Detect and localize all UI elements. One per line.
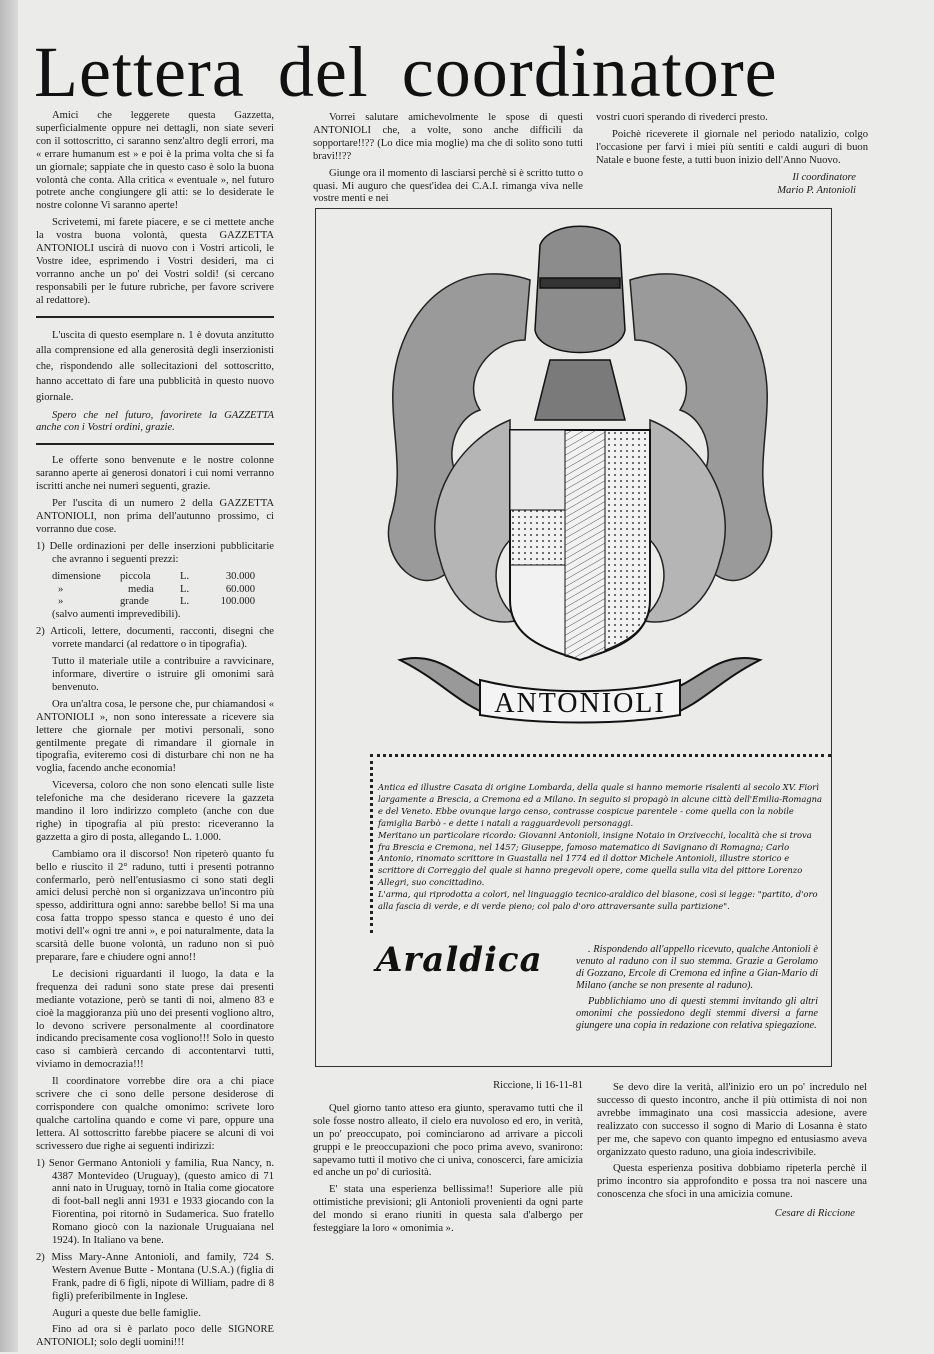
column-3 — [596, 112, 868, 197]
price-size: piccola — [120, 570, 151, 582]
paragraph: Fino ad ora si è parlato poco delle SIGNORE ANTONIOLI; solo degli uomini!!! — [36, 1324, 274, 1349]
paragraph: . Rispondendo all'appello ricevuto, qualche Antonioli è venuto al raduno con il suo stemma. Grazie a Gerolamo di Gozzano, Ercole di Cremona ed infine a Gian-Mario di Milano (anche se non presente al raduno). — [576, 944, 818, 991]
report-column-2 — [597, 1082, 867, 1221]
paragraph: E' stata una esperienza bellissima!! Superiore alle più ottimistiche previsioni; gli Antonioli provenienti da ogni parte del mondo si erano riuniti in questa sala d'albergo per festeggiare la loro « omonimia ». — [313, 1184, 583, 1235]
address-item: 2) Miss Mary-Anne Antonioli, and family, 724 S. Western Avenue Butte - Montana (U.S.A.) (figlia di Frank, padre di 6 figli, nipote di William, padre di 8 figli) preferibilmente in Inglese. — [36, 1251, 274, 1302]
column-2 — [313, 112, 583, 210]
paragraph: Pubblichiamo uno di questi stemmi invitando gli altri omonimi che possiedono degli stemmi diversi a farne giungere una copia in redazione con relativa spiegazione. — [576, 996, 818, 1031]
price-size: grande — [120, 596, 149, 608]
signature-role: Il coordinatore — [792, 171, 856, 183]
price-amount: 60.000 — [225, 583, 255, 595]
paragraph: Spero che nel futuro, favorirete la GAZZETTA anche con i Vostri ordini, grazie. — [36, 409, 274, 434]
paragraph: Meritano un particolare ricordo: Giovanni Antonioli, insigne Notaio in Orzivecchi, località che si trova fra Brescia e Cremona, nel 1457; Giuseppe, famoso matematico di Savignano di Romagna; Carlo Antonio, rinomato scrittore in Guastalla nel 1774 ed il dottor Michele Antonioli, illustre storico e scrittore di Correggio del quale si hanno pregevoli opere, come quella sulla vita del pittore Lorenzo Allegri, suo concittadino. — [378, 829, 812, 888]
paragraph: L'arma, qui riprodotta a colori, nel linguaggio tecnico-araldico del blasone, così si legge: "partito, d'oro alla fascia di verde, e di verde pieno; col palo d'oro attraversante sulla partizione". — [378, 889, 818, 912]
ribbon-text: ANTONIOLI — [494, 688, 666, 719]
column-1 — [36, 110, 274, 1354]
paragraph: Il coordinatore vorrebbe dire ora a chi piace scrivere che ci sono delle persone desiderose di corrispondere con qualche omonimo: scrivete loro qualche cartolina quando e come vi pare, oppure una lettera. Al sottoscritto farebbe piacere se alcuni di voi scrivessero due righe ai seguenti indirizzi: — [36, 1076, 274, 1152]
paragraph: Giunge ora il momento di lasciarsi perchè si è scritto tutto o quasi. Mi auguro che quest'idea dei C.A.I. rimanga viva nelle vostre menti e nei — [313, 167, 583, 205]
page-title: Lettera del coordinatore — [34, 32, 778, 112]
paragraph: Poichè riceverete il giornale nel periodo natalizio, colgo l'occasione per farvi i miei più sentiti e caldi auguri di buon Natale e buone feste, a tutti buon inizio dell'Anno Nuovo. — [596, 128, 868, 166]
price-size: media — [128, 583, 154, 595]
address-item: 1) Senor Germano Antonioli y familia, Rua Nancy, n. 4387 Montevideo (Uruguay), (questo amico di 71 anni nato in Uruguay, tornò in Italia come giocatore di foot-ball negli anni 1931 e 1933 giocando con la Fiorentina, poi ritornò in Sudamerica. Suo fratello Romano giocò con la nazionale Uruguaiana nel 1924). In Italiano va bene. — [36, 1157, 274, 1247]
price-currency: L. — [180, 596, 190, 608]
paragraph: Viceversa, coloro che non sono elencati sulle liste telefoniche ma che desiderano ricevere la gazzeta mandino il loro indirizzo completo (anche con due righe) in tipografia al più presto: riceveranno la gazzetta a giro di posta, allegando L. 1.000. — [36, 780, 274, 843]
price-label: » — [58, 596, 64, 608]
price-amount: 100.000 — [220, 596, 255, 608]
paragraph: Le offerte sono benvenute e le nostre colonne saranno aperte ai generosi donatori i cui nomi verranno iscritti anche nei numeri seguenti, grazie. — [36, 455, 274, 493]
report-column-1 — [313, 1080, 583, 1240]
price-currency: L. — [180, 583, 190, 595]
paragraph: Auguri a queste due belle famiglie. — [52, 1307, 201, 1319]
divider — [36, 443, 274, 445]
paragraph: Tutto il materiale utile a contribuire a ravvicinare, informare, divertire o istruire gli omonimi sarà benvenuto. — [52, 656, 274, 693]
price-label: dimensione — [52, 570, 101, 582]
paragraph: Ora un'altra cosa, le persone che, pur chiamandosi « ANTONIOLI », non sono interessate a ricevere sia lettere che giornale per motivi personali, sono gentilmente pregate di rimandare il giornale in tipografia, eviteremo così di disturbare chi non ne ha voglia, facendo anche economia! — [36, 698, 274, 775]
price-label: » — [58, 583, 64, 595]
paragraph: L'uscita di questo esemplare n. 1 è dovuta anzitutto alla comprensione ed alla generosità degli inserzionisti che, rispondendo alle sollecitazioni del sottoscritto, hanno accettato di fare una pubblicità in questo nuovo giornale. — [36, 329, 274, 403]
helmet-icon — [535, 226, 625, 420]
list-item: 2) Articoli, lettere, documenti, racconti, disegni che vorrete mandarci (al redattore o in tipografia). — [36, 626, 274, 651]
paragraph: Questa esperienza positiva dobbiamo ripeterla perchè il primo incontro sia approfondito e possa tra noi nascere una conoscenza che sfoci in una amicizia comune. — [597, 1163, 867, 1201]
paragraph: Antica ed illustre Casata di origine Lombarda, della quale si hanno memorie risalenti al secolo XV. Fiorì largamente a Brescia, a Cremona ed a Milano. In seguito si propagò in alcune città dell'Emilia-Romagna e del Veneto. Ebbe ovunque largo censo, contrasse cospicue parentele - come quella con la nobile famiglia Barbò - e dette i natali a ragguardevoli personaggi. — [378, 782, 823, 828]
shield — [510, 430, 650, 660]
paragraph: (salvo aumenti imprevedibili). — [52, 609, 181, 621]
page-edge — [0, 0, 18, 1352]
paragraph: Per l'uscita di un numero 2 della GAZZETTA ANTONIOLI, non prima dell'autunno prossimo, ci vorranno due cose. — [36, 498, 274, 535]
heraldic-description — [378, 782, 826, 913]
paragraph: Quel giorno tanto atteso era giunto, speravamo tutti che il sole fosse nostro alleato, il cielo era nuvoloso ed ero, in verità, un po' preoccupato, poi cominciarono ad arrivare a piccoli gruppi e le preoccupazioni che poco prima avevo, svanirono: sapevamo tutti il motivo che ci univa, conoscerci, fare amicizia ed anche un po' di curiosità. — [313, 1102, 583, 1179]
paragraph: vostri cuori sperando di rivederci presto. — [596, 112, 768, 123]
signature: Cesare di Riccione — [774, 1208, 855, 1220]
mantling-left — [388, 274, 530, 622]
section-title: Araldica — [376, 940, 543, 980]
paragraph: Le decisioni riguardanti il luogo, la data e la frequenza dei raduni sono state prese dai presenti mediante votazione, però se tanti di noi, almeno 83 e cioè la maggioranza più uno dei presenti vogliono altro, lo devono scrivere personalmente al coordinatore indicando precisamente cosa vogliono!!! Solo in questo caso si cambierà cercando di accontentarvi tutti, viviamo in democrazia!!! — [36, 968, 274, 1071]
price-table — [52, 571, 274, 610]
paragraph: Amici che leggerete questa Gazzetta, superficialmente oppure nei dettagli, non siate severi con il sottoscritto, ci saranno senz'altro degli errori, ma « errare humanum est » e poi è la prima volta che si fa un giornale; sappiate che in questo caso è solo la buona volontà che conta. Alla critica « eventuale », nel futuro potrete anche congiungere gli atti: se lo desiderate le nostre colonne Vi saranno aperte! — [36, 110, 274, 212]
paragraph: Scrivetemi, mi farete piacere, e se ci mettete anche la vostra buona volontà, questa GAZZETTA ANTONIOLI uscirà di nuovo con i Vostri articoli, le Vostre idee, esprimendo i Vostri desideri, ma ci vorranno anche un po' dei Vostri soldi! (si cercano responsabili per le future rubriche, per favore scrivere al redattore). — [36, 217, 274, 306]
signature-name: Mario P. Antonioli — [777, 184, 856, 196]
divider — [36, 316, 274, 318]
paragraph: Se devo dire la verità, all'inizio ero un po' incredulo nel successo di questo incontro, anche il più ottimista di noi non avrebbe immaginato una così massiccia adesione, avere realizzato con successo il sogno di Mario di Losanna è stato per me, che sapevo con quanto impegno ed entusiasmo aveva organizzato questo raduno, una gioia indescrivibile. — [597, 1082, 867, 1158]
heraldry-note — [576, 944, 818, 1036]
mantling-right — [630, 274, 772, 622]
paragraph: Vorrei salutare amichevolmente le spose di questi ANTONIOLI che, a volte, sono anche difficili da sopportare!!?? (Lo dice mia moglie) ma che di solito sono tutti bravi!!?? — [313, 112, 583, 162]
paragraph: Cambiamo ora il discorso! Non ripeterò quanto fu bello e riuscito il 2° raduno, tutti i presenti potranno confermarlo, però nell'entusiasmo ci sono stati degli amici delusi perchè non si organizzava un'incontro più spesso, addirittura ogni anno: sarebbe bello! Si ma una cosa fatta troppo spesso stanca e questo é uno dei motivi dell'« ogni tre anni », e poi naturalmente, data la scarsità delle buone volontà, un raduno non si può preparare, fare e chiudere ogni anno!! — [36, 848, 274, 963]
price-amount: 30.000 — [225, 570, 255, 582]
list-item: 1) Delle ordinazioni per delle inserzioni pubblicitarie che avranno i seguenti prezzi: — [36, 540, 274, 565]
price-currency: L. — [180, 570, 190, 582]
coat-of-arms-illustration — [360, 220, 800, 730]
dateline: Riccione, li 16-11-81 — [493, 1080, 583, 1091]
